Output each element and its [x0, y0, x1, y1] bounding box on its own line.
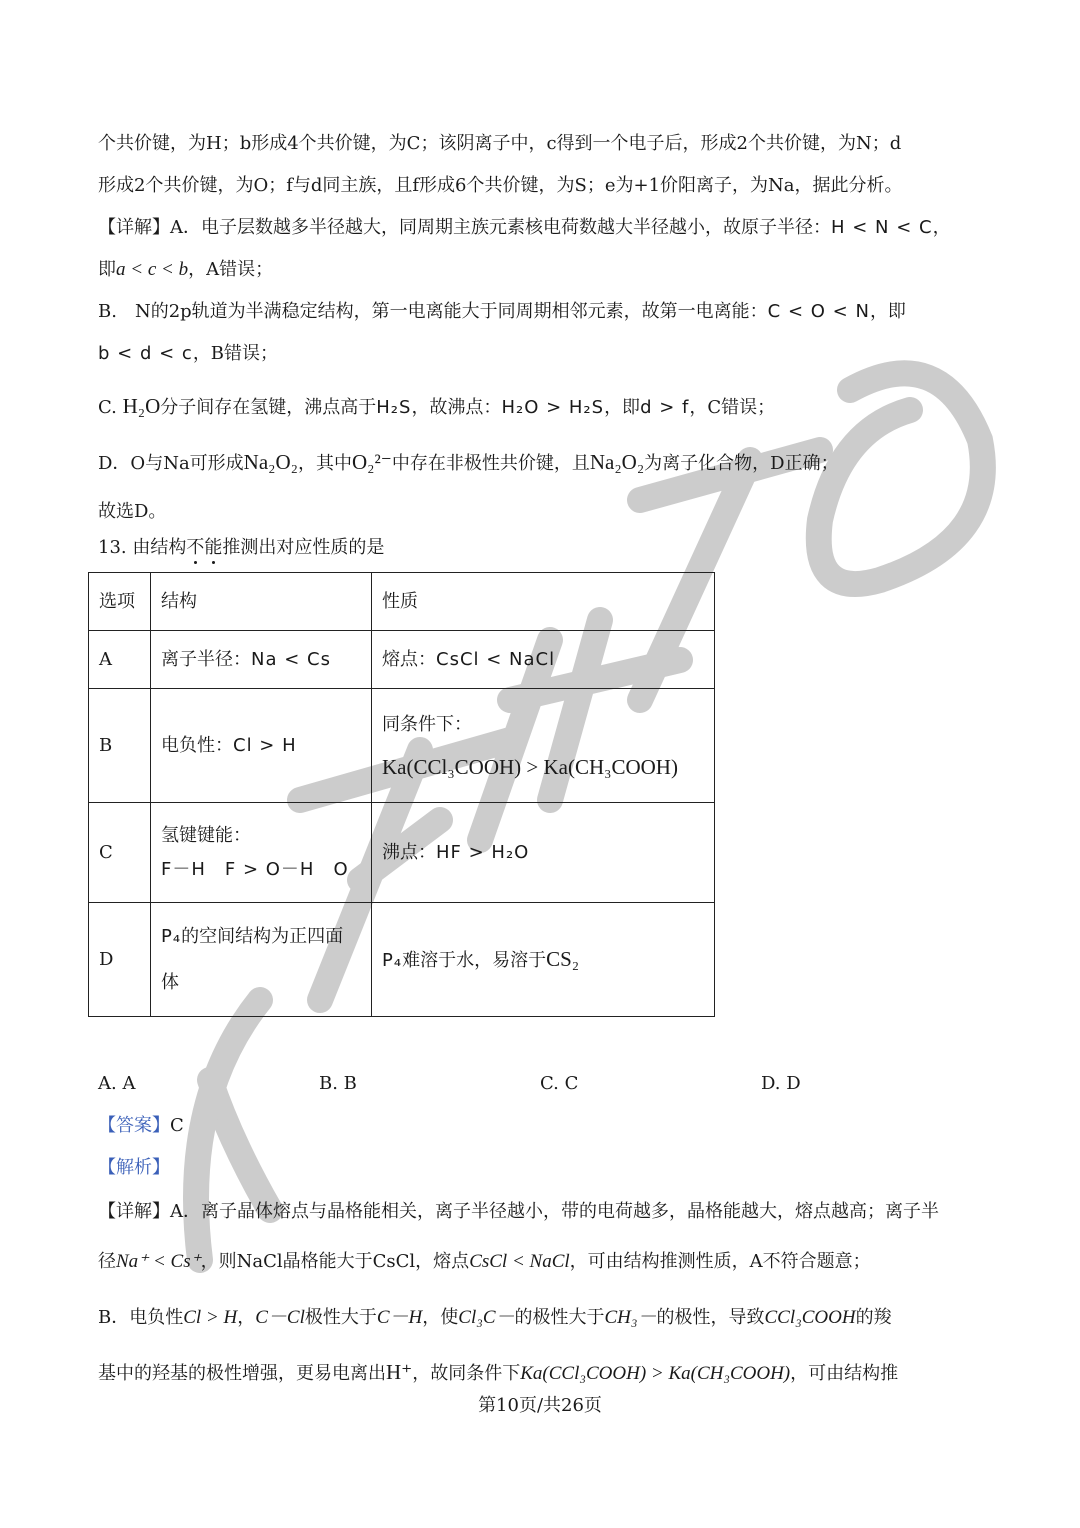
question-table: [88, 572, 715, 1017]
paragraph-line: [98, 214, 984, 242]
text-run: 离子半径：: [161, 648, 251, 670]
text-run: 沸点：: [382, 841, 436, 863]
emphasis-text: 能: [204, 537, 223, 558]
text-run: 为离子化合物，D正确；: [644, 453, 839, 474]
math-expression: H₂S: [376, 397, 412, 418]
math-expression: P₄: [161, 925, 182, 947]
answer-line: [98, 1112, 984, 1140]
text-run: 氢键键能：: [161, 824, 251, 846]
table-cell: C: [89, 803, 151, 903]
text-run: 同条件下：: [382, 713, 472, 735]
paragraph-line: 故选D。: [98, 501, 167, 522]
math-expression: Ka(CCl₃COOH) > Ka(CH₃COOH): [520, 1363, 791, 1384]
text-run: ，A错误；: [188, 259, 274, 280]
text-run: 分子间存在氢键，沸点高于: [160, 397, 377, 418]
math-expression: d > f: [640, 397, 690, 418]
math-expression: HF > H₂O: [436, 841, 530, 863]
table-cell: [151, 903, 372, 1017]
table-cell: [372, 689, 715, 803]
paragraph-line: [98, 1304, 984, 1332]
text-run: 的空间结构为正四面: [181, 925, 344, 947]
paragraph-line: [98, 340, 984, 368]
option-c[interactable]: C. C: [540, 1073, 579, 1094]
paragraph-line: [98, 448, 984, 478]
table-row: [89, 803, 715, 903]
text-run: D．O与Na可形成: [98, 453, 244, 474]
text-run: ，B错误；: [192, 343, 279, 364]
table-header-cell: 性质: [372, 573, 715, 631]
text-run: ，: [237, 1307, 256, 1328]
table-cell: D: [89, 903, 151, 1017]
text-run: 的极性，导致: [656, 1307, 765, 1328]
text-run: 体: [161, 971, 179, 993]
math-expression: CsCl < NaCl: [436, 648, 556, 670]
text-run: ，其中: [297, 453, 352, 474]
math-expression: P₄: [382, 949, 403, 971]
text-run: ，可由结构推: [790, 1363, 899, 1384]
math-expression: F－H F > O－H O: [161, 858, 349, 880]
math-expression: C－H: [376, 1307, 423, 1328]
text-run: ，则NaCl晶格能大于CsCl，熔点: [200, 1251, 470, 1272]
analysis-label: 【解析】: [98, 1157, 170, 1178]
text-run: 熔点：: [382, 648, 436, 670]
math-expression: Cl > H: [233, 734, 297, 756]
text-run: 【详解】A．电子层数越多半径越大，同周期主族元素核电荷数越大半径越小，故原子半径：: [98, 217, 831, 238]
table-cell: [372, 803, 715, 903]
paragraph-line: [98, 298, 984, 326]
math-expression: H₂O: [122, 394, 161, 418]
math-expression: Na₂O₂: [589, 450, 645, 474]
text-run: 径: [98, 1251, 116, 1272]
answer-label: 【答案】: [98, 1115, 170, 1136]
text-run: 电负性：: [161, 734, 233, 756]
table-cell: A: [89, 631, 151, 689]
table-header-cell: 选项: [89, 573, 151, 631]
text-run: ，故沸点：: [411, 397, 502, 418]
math-expression: CsCl < NaCl: [469, 1251, 570, 1272]
page-footer: 第10页/共26页: [478, 1395, 602, 1416]
text-run: 基中的羟基的极性增强，更易电离出: [98, 1363, 386, 1384]
math-expression: Cl₃C－: [458, 1307, 515, 1328]
math-expression: Ka(CCl₃COOH) > Ka(CH₃COOH): [382, 754, 678, 779]
text-run: ，使: [422, 1307, 459, 1328]
paragraph-line: [98, 392, 984, 422]
text-run: 极性大于: [304, 1307, 377, 1328]
text-run: 中存在非极性共价键，且: [391, 453, 590, 474]
table-header-cell: 结构: [151, 573, 372, 631]
math-expression: H < N < C: [831, 217, 933, 238]
math-expression: a < c < b: [116, 259, 189, 280]
table-cell: [372, 903, 715, 1017]
table-cell: [151, 631, 372, 689]
math-expression: Na⁺ < Cs⁺: [116, 1251, 201, 1272]
math-expression: b < d < c: [98, 343, 193, 364]
math-expression: Na < Cs: [251, 648, 331, 670]
math-expression: O₂²⁻: [351, 450, 392, 474]
math-expression: C－Cl: [255, 1307, 305, 1328]
text-run: ，: [932, 217, 951, 238]
text-run: B．电负性: [98, 1307, 184, 1328]
option-b[interactable]: B. B: [319, 1073, 357, 1094]
math-expression: C < O < N: [767, 301, 870, 322]
table-row: [89, 689, 715, 803]
table-row: [89, 903, 715, 1017]
text-run: 的极性大于: [514, 1307, 605, 1328]
text-run: ，可由结构推测性质，A不符合题意；: [569, 1251, 871, 1272]
table-header-row: [89, 573, 715, 631]
text-run: ，C错误；: [689, 397, 776, 418]
table-cell: B: [89, 689, 151, 803]
text-run: ，故同条件下: [412, 1363, 521, 1384]
table-row: [89, 631, 715, 689]
paragraph-line: [98, 1358, 984, 1388]
text-run: 难溶于水，易溶于: [402, 949, 547, 971]
text-run: 即: [98, 259, 116, 280]
table-cell: [372, 631, 715, 689]
text-run: 的羧: [855, 1307, 892, 1328]
option-d[interactable]: D. D: [761, 1073, 801, 1094]
math-expression: Cl > H: [183, 1307, 238, 1328]
math-expression: H⁺: [386, 1360, 413, 1384]
text-run: C.: [98, 397, 117, 418]
paragraph-line: [98, 1248, 984, 1276]
text-run: ，即: [869, 301, 906, 322]
text-run: 推测出对应性质的是: [222, 537, 385, 558]
paragraph-line: 【详解】A．离子晶体熔点与晶格能相关，离子半径越小，带的电荷越多，晶格能越大，熔点越高；离子半: [98, 1201, 939, 1222]
paragraph-line: 个共价键，为H；b形成4个共价键，为C；该阴离子中，c得到一个电子后，形成2个共价键，为N；d: [98, 133, 902, 154]
table-cell: [151, 689, 372, 803]
paragraph-line: [98, 256, 984, 284]
math-expression: CCl₃COOH: [764, 1307, 856, 1328]
table-cell: [151, 803, 372, 903]
text-run: B. N的2p轨道为半满稳定结构，第一电离能大于同周期相邻元素，故第一电离能：: [98, 301, 768, 322]
text-run: 13. 由结构: [98, 537, 187, 558]
answer-value: C: [170, 1115, 184, 1136]
paragraph-line: 形成2个共价键，为O；f与d同主族，且f形成6个共价键，为S；e为+1价阳离子，为Na，据此分析。: [98, 175, 903, 196]
math-expression: CS₂: [546, 946, 580, 971]
math-expression: CH₃－: [604, 1307, 657, 1328]
math-expression: H₂O > H₂S: [501, 397, 605, 418]
math-expression: Na₂O₂: [243, 450, 298, 474]
emphasis-text: 不: [186, 537, 205, 558]
option-a[interactable]: A. A: [98, 1073, 136, 1094]
text-run: ，即: [604, 397, 641, 418]
question-stem: [98, 534, 984, 562]
